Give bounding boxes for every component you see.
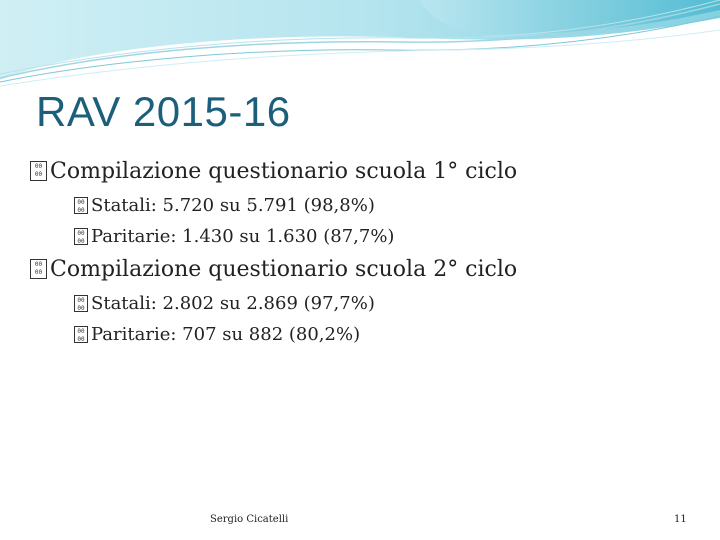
page-number: 11	[674, 514, 687, 525]
footer-author: Sergio Cicatelli	[210, 514, 289, 525]
bullet-item-level1	[30, 154, 710, 190]
bullet-item-level2	[74, 288, 710, 319]
bullet-list	[30, 154, 710, 350]
bullet-text: Compilazione questionario scuola 2° ciclo	[50, 257, 518, 282]
bullet-item-level2	[74, 319, 710, 350]
missing-glyph-icon	[74, 326, 88, 343]
missing-glyph-icon	[74, 197, 88, 214]
bullet-text: Statali: 5.720 su 5.791 (98,8%)	[91, 195, 375, 216]
slide-title: RAV 2015-16	[36, 88, 291, 135]
bullet-text: Paritarie: 1.430 su 1.630 (87,7%)	[91, 226, 395, 247]
missing-glyph-icon	[74, 228, 88, 245]
missing-glyph-icon	[30, 259, 47, 279]
bullet-text: Compilazione questionario scuola 1° ciclo	[50, 159, 518, 184]
bullet-text: Paritarie: 707 su 882 (80,2%)	[91, 324, 361, 345]
bullet-item-level1	[30, 252, 710, 288]
missing-glyph-icon	[74, 295, 88, 312]
decorative-wave-banner	[0, 0, 720, 90]
bullet-item-level2	[74, 221, 710, 252]
missing-glyph-icon	[30, 161, 47, 181]
bullet-item-level2	[74, 190, 710, 221]
bullet-text: Statali: 2.802 su 2.869 (97,7%)	[91, 293, 375, 314]
